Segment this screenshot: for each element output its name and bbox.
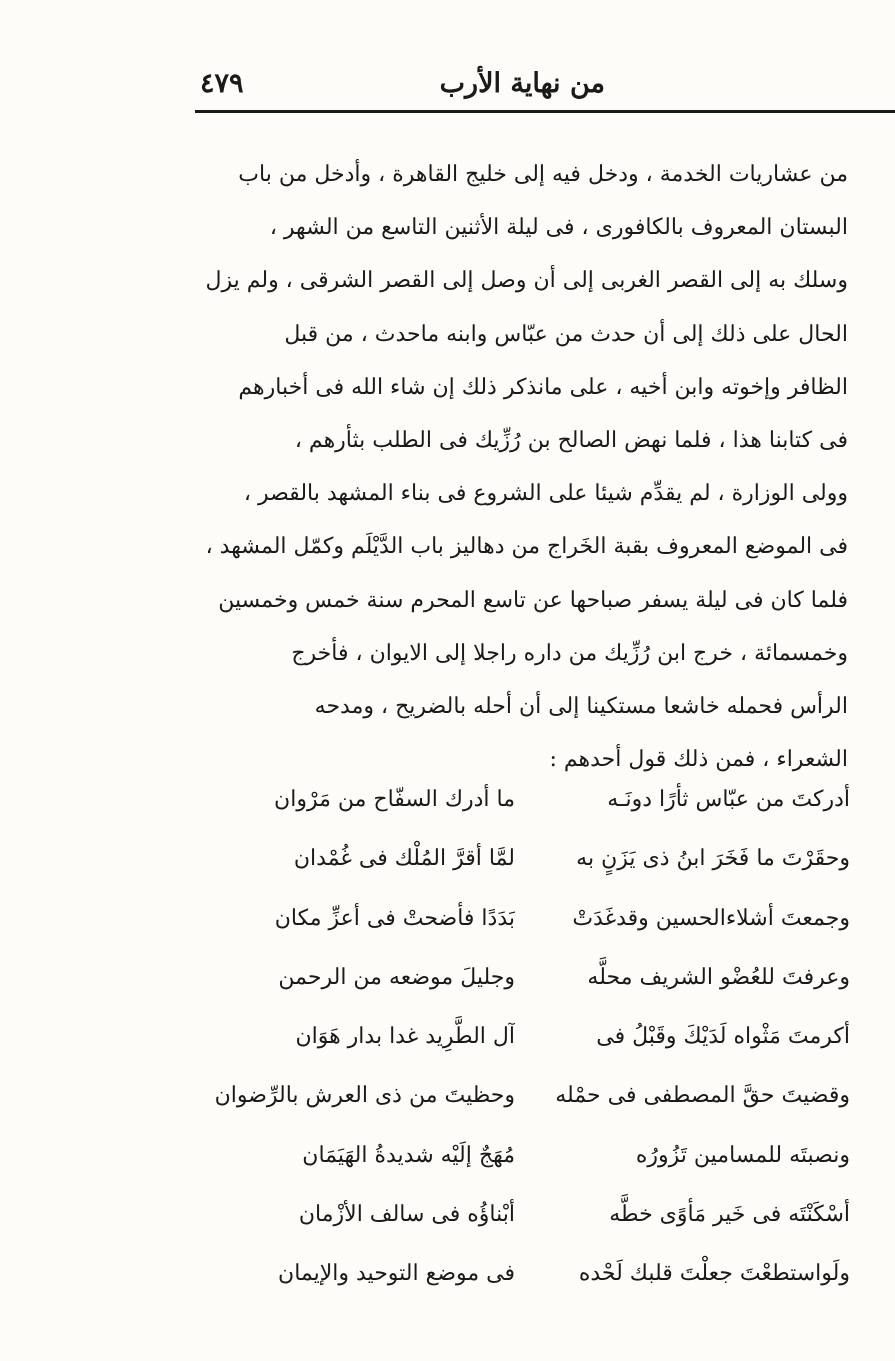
verse — [195, 1066, 850, 1125]
prose-line: وخمسمائة ، خرج ابن رُزِّيك من داره راجلا إلى الايوان ، فأخرج — [291, 640, 848, 666]
verse-first-hemistich: وجمعتَ أشلاءالحسين وقدغَدَتْ — [572, 905, 850, 931]
verse-first-hemistich: أدركتَ من عبّاس ثأرًا دونَـه — [607, 787, 850, 812]
verse-second-hemistich: بَدَدًا فأضحتْ فى أعزِّ مكان — [274, 905, 515, 931]
verse — [195, 1244, 850, 1303]
verse-first-hemistich: وحقَرْتَ ما فَخَرَ ابنُ ذى يَزَنٍ به — [576, 846, 850, 872]
verse — [195, 1126, 850, 1185]
prose-line: الظافر وإخوته وابن أخيه ، على مانذكر ذلك إن شاء الله فى أخبارهم — [238, 374, 848, 400]
poem — [195, 770, 850, 1304]
verse-second-hemistich: لمَّا أقرَّ المُلْك فى غُمْدان — [293, 846, 515, 872]
verse — [195, 1007, 850, 1066]
prose-line: الحال على ذلك إلى أن حدث من عبّاس وابنه ماحدث ، من قبل — [284, 321, 848, 347]
verse-second-hemistich: ما أدرك السفّاح من مَرْوان — [274, 787, 515, 812]
prose-line: فى الموضع المعروف بقبة الخَراج من دهاليز باب الدَّيْلَم وكمّل المشهد ، — [205, 534, 848, 560]
verse-second-hemistich: آل الطَّرِيد غدا بدار هَوَان — [295, 1024, 515, 1050]
verse — [195, 948, 850, 1007]
prose-line: وولى الوزارة ، لم يقدِّم شيئا على الشروع فى بناء المشهد بالقصر ، — [243, 481, 848, 507]
page-header — [195, 62, 845, 112]
prose-line: الشعراء ، فمن ذلك قول أحدهم : — [549, 747, 848, 773]
running-title: من نهاية الأرب — [439, 68, 605, 99]
verse-first-hemistich: أكرمتَ مَثْواه لَدَيْكَ وقَبْلُ فى — [596, 1024, 850, 1050]
verse-first-hemistich: ونصبتَه للمسامين تَزُورُه — [635, 1142, 850, 1168]
verse-second-hemistich: وحظيتَ من ذى العرش بالرِّضوان — [214, 1083, 515, 1109]
prose-paragraph — [200, 148, 848, 786]
prose-line: فلما كان فى ليلة يسفر صباحها عن تاسع المحرم سنة خمس وخمسين — [218, 587, 848, 613]
prose-line: فى كتابنا هذا ، فلما نهض الصالح بن رُزِّيك فى الطلب بثأرهم ، — [294, 427, 848, 453]
prose-line: من عشاريات الخدمة ، ودخل فيه إلى خليج القاهرة ، وأدخل من باب — [238, 162, 848, 187]
prose-line: الرأس فحمله خاشعا مستكينا إلى أن أحله بالضريح ، ومدحه — [314, 693, 848, 719]
verse — [195, 770, 850, 829]
verse — [195, 889, 850, 948]
verse-second-hemistich: أبْناؤُه فى سالف الأزْمان — [298, 1202, 515, 1228]
verse — [195, 1185, 850, 1244]
header-rule — [195, 110, 895, 113]
prose-line: وسلك به إلى القصر الغربى إلى أن وصل إلى القصر الشرقى ، ولم يزل — [205, 268, 848, 294]
verse-first-hemistich: ولَواستطعْتَ جعلْتَ قلبك لَحْده — [578, 1261, 850, 1287]
verse-second-hemistich: مُهَجٌ إلَيْه شديدةُ الهَيَمَان — [302, 1142, 515, 1168]
verse-first-hemistich: وقضيتَ حقَّ المصطفى فى حمْله — [555, 1083, 850, 1109]
verse-first-hemistich: وعرفتَ للعُضْو الشريف محلَّه — [587, 964, 850, 990]
prose-line: البستان المعروف بالكافورى ، فى ليلة الأثنين التاسع من الشهر ، — [269, 215, 848, 241]
verse-second-hemistich: فى موضع التوحيد والإيمان — [278, 1261, 515, 1287]
verse — [195, 829, 850, 888]
verse-first-hemistich: أسْكَنْتَه فى خَير مَأوًى خطَّه — [609, 1202, 850, 1228]
verse-second-hemistich: وجليلَ موضعه من الرحمن — [278, 964, 515, 990]
page-number: ٤٧٩ — [200, 68, 244, 99]
